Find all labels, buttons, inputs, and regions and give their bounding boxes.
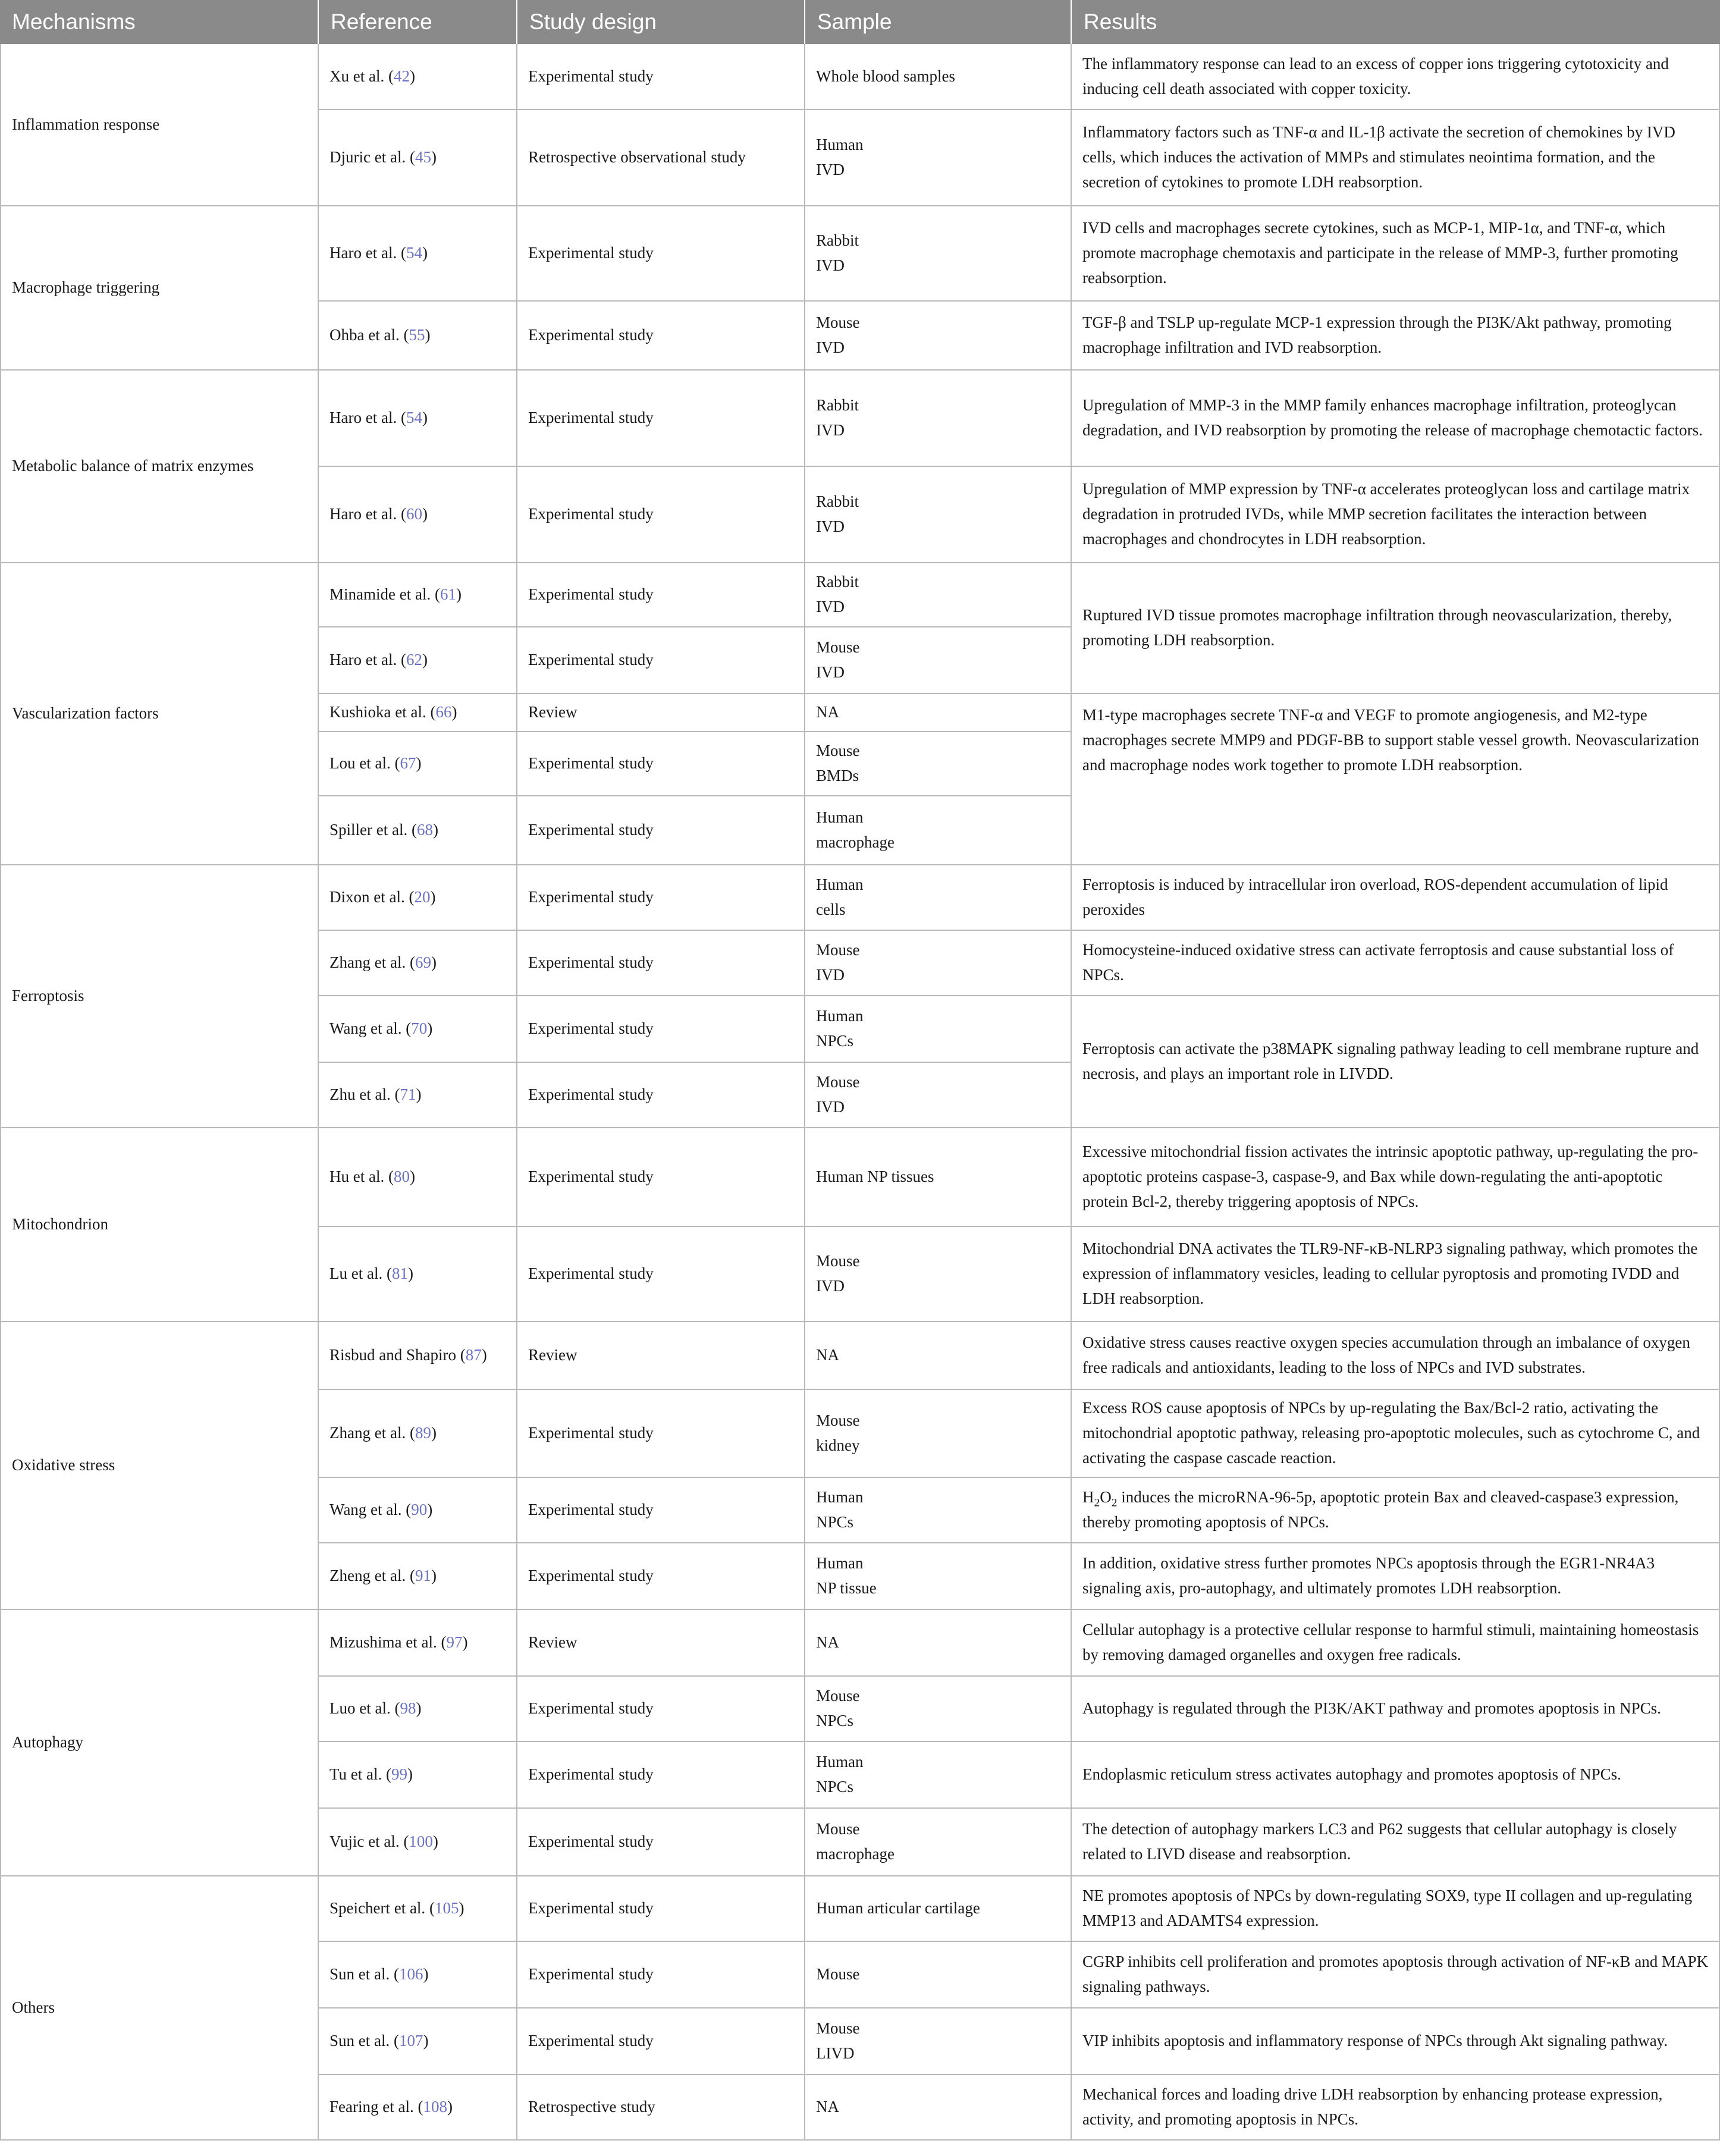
reference-cell [318, 930, 516, 996]
reference-cell [318, 1741, 516, 1808]
citation-link[interactable]: 105 [434, 1899, 459, 1918]
reference-text: Zhang et al. (89) [329, 1424, 437, 1442]
reference-cell [318, 1128, 516, 1226]
results-cell: Mechanical forces and loading drive LDH reabsorption by enhancing protease expression, activity, and promoting apoptosis in NPCs. [1082, 2085, 1663, 2128]
reference-author: Vujic et al. [329, 1832, 400, 1851]
header-reference: Reference [318, 0, 516, 44]
sample-cell: Mouse [816, 1965, 860, 1984]
column-divider [516, 44, 517, 2140]
study-design-cell: Experimental study [528, 1965, 654, 1984]
results-cell: Homocysteine-induced oxidative stress can activate ferroptosis and cause substantial loss of NPCs. [1082, 941, 1674, 984]
header-sample: Sample [804, 0, 1071, 44]
sample-cell: Human IVD [816, 136, 864, 178]
citation-link[interactable]: 60 [406, 505, 422, 523]
results-rest: induces the microRNA-96-5p, apoptotic protein Bax and cleaved-caspase3 expression, thereby promoting apoptosis of NPCs. [1082, 1488, 1679, 1531]
mechanism-cell: Others [12, 1998, 55, 2017]
sample-cell: Mouse IVD [816, 941, 860, 984]
sample-cell: Rabbit IVD [816, 396, 859, 439]
reference-cell [318, 1876, 516, 1941]
citation-link[interactable]: 66 [435, 703, 452, 721]
study-design-cell: Experimental study [528, 651, 654, 669]
formula-h: H [1082, 1488, 1094, 1507]
study-design-cell: Experimental study [528, 1899, 654, 1918]
reference-author: Zhu et al. [329, 1085, 391, 1104]
reference-author: Haro et al. [329, 505, 397, 523]
sample-cell: Mouse IVD [816, 313, 860, 356]
study-design-cell: Experimental study [528, 505, 654, 523]
results-cell: Upregulation of MMP-3 in the MMP family enhances macrophage infiltration, proteoglycan degradation, and IVD reabsorption by promoting the release of macrophage chemotactic factors. [1082, 396, 1703, 439]
results-cell: Inflammatory factors such as TNF-α and IL-1β activate the secretion of chemokines by IVD cells, which induces the activation of MMPs and stimulates neointima formation, and the secretion of cytokines to promote LDH reabsorption. [1082, 123, 1675, 191]
results-cell: Ruptured IVD tissue promotes macrophage infiltration through neovascularization, thereby, promoting LDH reabsorption. [1082, 606, 1672, 649]
column-divider [318, 44, 319, 2140]
reference-cell [318, 732, 516, 796]
study-design-cell: Experimental study [528, 409, 654, 427]
reference-text: Fearing et al. (108) [329, 2098, 453, 2116]
reference-cell [318, 563, 516, 627]
mechanism-cell: Vascularization factors [12, 704, 159, 723]
results-cell: CGRP inhibits cell proliferation and promotes apoptosis through activation of NF-κB and MAPK signaling pathways. [1082, 1953, 1708, 1995]
reference-cell [318, 627, 516, 693]
study-design-cell: Experimental study [528, 754, 654, 773]
study-design-cell: Review [528, 1346, 577, 1364]
reference-text: Kushioka et al. (66) [329, 703, 457, 721]
results-cell: In addition, oxidative stress further promotes NPCs apoptosis through the EGR1-NR4A3 signaling axis, pro-autophagy, and ultimately promotes LDH reabsorption. [1082, 1554, 1655, 1597]
study-design-cell: Experimental study [528, 1424, 654, 1442]
formula-o: O [1100, 1488, 1112, 1507]
citation-link[interactable]: 80 [393, 1168, 410, 1186]
sample-cell: Rabbit IVD [816, 573, 859, 616]
reference-author: Sun et al. [329, 2032, 390, 2050]
sample-cell: NA [816, 1633, 839, 1652]
study-design-cell: Review [528, 703, 577, 721]
reference-author: Ohba et al. [329, 326, 400, 344]
reference-author: Wang et al. [329, 1501, 402, 1519]
reference-text: Djuric et al. (45) [329, 148, 437, 167]
citation-link[interactable]: 42 [393, 67, 410, 86]
sample-cell: Mouse macrophage [816, 1820, 894, 1863]
study-design-cell: Experimental study [528, 326, 654, 344]
reference-text: Haro et al. (54) [329, 244, 428, 262]
study-design-cell: Experimental study [528, 1699, 654, 1718]
study-design-cell: Experimental study [528, 585, 654, 604]
reference-cell [318, 370, 516, 466]
reference-text: Haro et al. (54) [329, 409, 428, 427]
reference-author: Haro et al. [329, 244, 397, 262]
reference-author: Haro et al. [329, 651, 397, 669]
results-cell: NE promotes apoptosis of NPCs by down-regulating SOX9, type II collagen and up-regulating MMP13 and ADAMTS4 expression. [1082, 1887, 1693, 1929]
reference-author: Djuric et al. [329, 148, 406, 167]
study-design-cell: Experimental study [528, 244, 654, 262]
reference-cell [318, 693, 516, 732]
reference-text: Vujic et al. (100) [329, 1832, 438, 1851]
results-cell: IVD cells and macrophages secrete cytokines, such as MCP-1, MIP-1α, and TNF-α, which promote macrophage chemotaxis and participate in the release of MMP-3, further promoting reabsorption. [1082, 219, 1678, 287]
mechanism-cell: Ferroptosis [12, 987, 84, 1005]
sample-cell: Mouse IVD [816, 1073, 860, 1116]
reference-text: Tu et al. (99) [329, 1765, 413, 1784]
reference-text: Spiller et al. (68) [329, 821, 438, 839]
study-design-cell: Experimental study [528, 1085, 654, 1104]
column-divider [1071, 44, 1072, 2140]
column-divider [0, 44, 1, 2140]
reference-text: Wang et al. (90) [329, 1501, 433, 1519]
study-design-cell: Experimental study [528, 2032, 654, 2050]
sample-cell: Whole blood samples [816, 67, 955, 86]
citation-link[interactable]: 70 [411, 1019, 428, 1038]
reference-text: Zheng et al. (91) [329, 1567, 437, 1585]
sample-cell: NA [816, 2098, 839, 2116]
citation-link[interactable]: 91 [415, 1567, 431, 1585]
study-design-cell: Experimental study [528, 953, 654, 972]
results-cell: Ferroptosis is induced by intracellular iron overload, ROS-dependent accumulation of lipid peroxides [1082, 875, 1668, 918]
reference-author: Hu et al. [329, 1168, 385, 1186]
sample-cell: Mouse LIVD [816, 2019, 860, 2062]
reference-author: Lu et al. [329, 1264, 383, 1283]
reference-cell [318, 1676, 516, 1741]
sample-cell: Human NPCs [816, 1007, 864, 1050]
column-divider [804, 44, 805, 2140]
results-cell: Cellular autophagy is a protective cellular response to harmful stimuli, maintaining homeostasis by removing damaged organelles and oxygen free radicals. [1082, 1621, 1699, 1664]
citation-link[interactable]: 69 [415, 953, 431, 972]
sample-cell: Mouse NPCs [816, 1687, 860, 1730]
sample-cell: Mouse IVD [816, 638, 860, 681]
reference-cell [318, 206, 516, 301]
study-design-cell: Experimental study [528, 67, 654, 86]
results-cell: Upregulation of MMP expression by TNF-α accelerates proteoglycan loss and cartilage matrix degradation in protruded IVDs, while MMP secretion facilitates the interaction between macrophages and chondrocytes in LDH reabsorption. [1082, 480, 1690, 548]
reference-text: Ohba et al. (55) [329, 326, 431, 344]
citation-link[interactable]: 106 [399, 1965, 423, 1984]
reference-cell [318, 109, 516, 206]
reference-text: Sun et al. (107) [329, 2032, 429, 2050]
sample-cell: Human NPCs [816, 1488, 864, 1531]
study-design-cell: Experimental study [528, 1168, 654, 1186]
citation-link[interactable]: 100 [409, 1832, 433, 1851]
study-design-cell: Retrospective study [528, 2098, 655, 2116]
results-cell: TGF-β and TSLP up-regulate MCP-1 expression through the PI3K/Akt pathway, promoting macrophage infiltration and IVD reabsorption. [1082, 313, 1672, 356]
study-design-cell: Experimental study [528, 1832, 654, 1851]
reference-cell [318, 1322, 516, 1389]
citation-link[interactable]: 54 [406, 409, 422, 427]
citation-link[interactable]: 81 [391, 1264, 408, 1283]
sample-cell: Human macrophage [816, 808, 894, 851]
citation-link[interactable]: 98 [400, 1699, 416, 1718]
sample-cell: NA [816, 1346, 839, 1364]
study-design-cell: Retrospective observational study [528, 148, 746, 167]
results-cell: Excessive mitochondrial fission activates the intrinsic apoptotic pathway, up-regulating the pro-apoptotic proteins caspase-3, caspase-9, and Bax while down-regulating the anti-apoptotic protein Bcl-2, thereby triggering apoptosis of NPCs. [1082, 1143, 1699, 1210]
sample-cell: Mouse BMDs [816, 742, 860, 784]
reference-author: Speichert et al. [329, 1899, 426, 1918]
reference-author: Minamide et al. [329, 585, 431, 604]
formula-sub: 2 [1094, 1496, 1100, 1509]
citation-link[interactable]: 107 [399, 2032, 423, 2050]
header-results: Results [1071, 0, 1720, 44]
study-design-cell: Review [528, 1633, 577, 1652]
results-cell: VIP inhibits apoptosis and inflammatory response of NPCs through Akt signaling pathway. [1082, 2032, 1668, 2050]
sample-cell: Rabbit IVD [816, 492, 859, 535]
header-mechanisms: Mechanisms [12, 10, 136, 34]
reference-text: Speichert et al. (105) [329, 1899, 464, 1918]
reference-author: Fearing et al. [329, 2098, 414, 2116]
reference-cell [318, 996, 516, 1062]
sample-cell: Mouse kidney [816, 1411, 860, 1454]
reference-cell [318, 44, 516, 109]
reference-cell [318, 796, 516, 865]
reference-cell [318, 1941, 516, 2008]
reference-author: Zheng et al. [329, 1567, 406, 1585]
reference-author: Luo et al. [329, 1699, 391, 1718]
mechanism-cell: Mitochondrion [12, 1215, 108, 1234]
reference-cell [318, 466, 516, 563]
reference-cell [318, 301, 516, 370]
reference-text: Sun et al. (106) [329, 1965, 429, 1984]
citation-link[interactable]: 54 [406, 244, 422, 262]
citation-link[interactable]: 89 [415, 1424, 431, 1442]
reference-text: Zhu et al. (71) [329, 1085, 422, 1104]
study-design-cell: Experimental study [528, 1501, 654, 1519]
sample-cell: Human NP tissue [816, 1554, 877, 1597]
header-study-design: Study design [516, 0, 804, 44]
results-cell: Autophagy is regulated through the PI3K/AKT pathway and promotes apoptosis in NPCs. [1082, 1699, 1661, 1718]
reference-cell [318, 1226, 516, 1322]
reference-cell [318, 1389, 516, 1477]
results-cell: M1-type macrophages secrete TNF-α and VEGF to promote angiogenesis, and M2-type macrophages secrete MMP9 and PDGF-BB to support stable vessel growth. Neovascularization and macrophage nodes work together to promote LDH reabsorption. [1082, 706, 1700, 774]
citation-link[interactable]: 55 [409, 326, 425, 344]
citation-link[interactable]: 68 [416, 821, 433, 839]
mechanism-cell: Macrophage triggering [12, 278, 160, 297]
reference-text: Wang et al. (70) [329, 1019, 433, 1038]
reference-author: Kushioka et al. [329, 703, 426, 721]
citation-link[interactable]: 90 [411, 1501, 428, 1519]
results-cell: The detection of autophagy markers LC3 and P62 suggests that cellular autophagy is closely related to LIVD disease and reabsorption. [1082, 1820, 1677, 1863]
citation-link[interactable]: 62 [406, 651, 422, 669]
results-cell: The inflammatory response can lead to an excess of copper ions triggering cytotoxicity and inducing cell death associated with copper toxicity. [1082, 55, 1669, 98]
reference-author: Zhang et al. [329, 953, 406, 972]
reference-author: Mizushima et al. [329, 1633, 437, 1652]
study-design-cell: Experimental study [528, 1019, 654, 1038]
reference-text: Dixon et al. (20) [329, 888, 436, 906]
sample-cell: Human cells [816, 875, 864, 918]
reference-author: Sun et al. [329, 1965, 390, 1984]
reference-cell [318, 1543, 516, 1609]
reference-author: Spiller et al. [329, 821, 408, 839]
reference-cell [318, 1062, 516, 1128]
reference-author: Dixon et al. [329, 888, 405, 906]
mechanism-cell: Oxidative stress [12, 1456, 115, 1474]
reference-author: Tu et al. [329, 1765, 382, 1784]
citation-link[interactable]: 61 [440, 585, 456, 604]
results-cell: Ferroptosis can activate the p38MAPK signaling pathway leading to cell membrane rupture and necrosis, and plays an important role in LIVDD. [1082, 1040, 1699, 1082]
study-design-cell: Experimental study [528, 1765, 654, 1784]
reference-author: Wang et al. [329, 1019, 402, 1038]
mechanism-cell: Autophagy [12, 1733, 83, 1752]
sample-cell: Human NP tissues [816, 1168, 934, 1186]
sample-cell: Human articular cartilage [816, 1899, 980, 1918]
reference-text: Mizushima et al. (97) [329, 1633, 468, 1652]
reference-text: Lou et al. (67) [329, 754, 422, 773]
sample-cell: NA [816, 703, 839, 721]
reference-author: Risbud and Shapiro [329, 1346, 456, 1364]
results-cell: Oxidative stress causes reactive oxygen species accumulation through an imbalance of oxygen free radicals and antioxidants, leading to the loss of NPCs and IVD substrates. [1082, 1333, 1690, 1376]
citation-link[interactable]: 45 [415, 148, 431, 167]
results-text [1082, 1485, 1708, 1535]
citation-link[interactable]: 99 [391, 1765, 408, 1784]
citation-link[interactable]: 97 [446, 1633, 463, 1652]
reference-author: Zhang et al. [329, 1424, 406, 1442]
reference-author: Lou et al. [329, 754, 391, 773]
study-design-cell: Experimental study [528, 821, 654, 839]
mechanism-cell: Inflammation response [12, 115, 160, 134]
reference-cell [318, 1609, 516, 1676]
results-cell: Excess ROS cause apoptosis of NPCs by up-regulating the Bax/Bcl-2 ratio, activating the mitochondrial apoptotic pathway, releasing pro-apoptotic molecules, such as cytochrome C, and activating the caspase cascade reaction. [1082, 1399, 1700, 1467]
reference-cell [318, 1808, 516, 1876]
study-design-cell: Experimental study [528, 888, 654, 906]
results-cell: Endoplasmic reticulum stress activates autophagy and promotes apoptosis of NPCs. [1082, 1765, 1621, 1784]
results-cell: Mitochondrial DNA activates the TLR9-NF-κB-NLRP3 signaling pathway, which promotes the expression of inflammatory vesicles, leading to cellular pyroptosis and promoting IVDD and LDH reabsorption. [1082, 1239, 1698, 1307]
sample-cell: Human NPCs [816, 1753, 864, 1796]
formula-sub: 2 [1111, 1496, 1118, 1509]
reference-text: Zhang et al. (69) [329, 953, 437, 972]
reference-cell [318, 865, 516, 930]
table-header [0, 0, 1720, 44]
sample-cell: Mouse IVD [816, 1252, 860, 1295]
citation-link[interactable]: 87 [465, 1346, 482, 1364]
reference-text: Minamide et al. (61) [329, 585, 462, 604]
mechanism-cell: Metabolic balance of matrix enzymes [12, 457, 254, 475]
citation-link[interactable]: 108 [423, 2098, 447, 2116]
citation-link[interactable]: 71 [400, 1085, 416, 1104]
reference-text: Hu et al. (80) [329, 1168, 415, 1186]
results-cell [1071, 1477, 1720, 1543]
reference-text: Risbud and Shapiro (87) [329, 1346, 487, 1364]
reference-text: Haro et al. (62) [329, 651, 428, 669]
reference-author: Xu et al. [329, 67, 385, 86]
reference-cell [318, 2008, 516, 2075]
reference-text: Lu et al. (81) [329, 1264, 413, 1283]
reference-text: Xu et al. (42) [329, 67, 415, 86]
study-design-cell: Experimental study [528, 1567, 654, 1585]
reference-author: Haro et al. [329, 409, 397, 427]
reference-text: Luo et al. (98) [329, 1699, 422, 1718]
reference-text: Haro et al. (60) [329, 505, 428, 523]
study-design-cell: Experimental study [528, 1264, 654, 1283]
citation-link[interactable]: 67 [400, 754, 416, 773]
reference-cell [318, 1477, 516, 1543]
reference-cell [318, 2075, 516, 2140]
sample-cell: Rabbit IVD [816, 231, 859, 274]
citation-link[interactable]: 20 [414, 888, 431, 906]
